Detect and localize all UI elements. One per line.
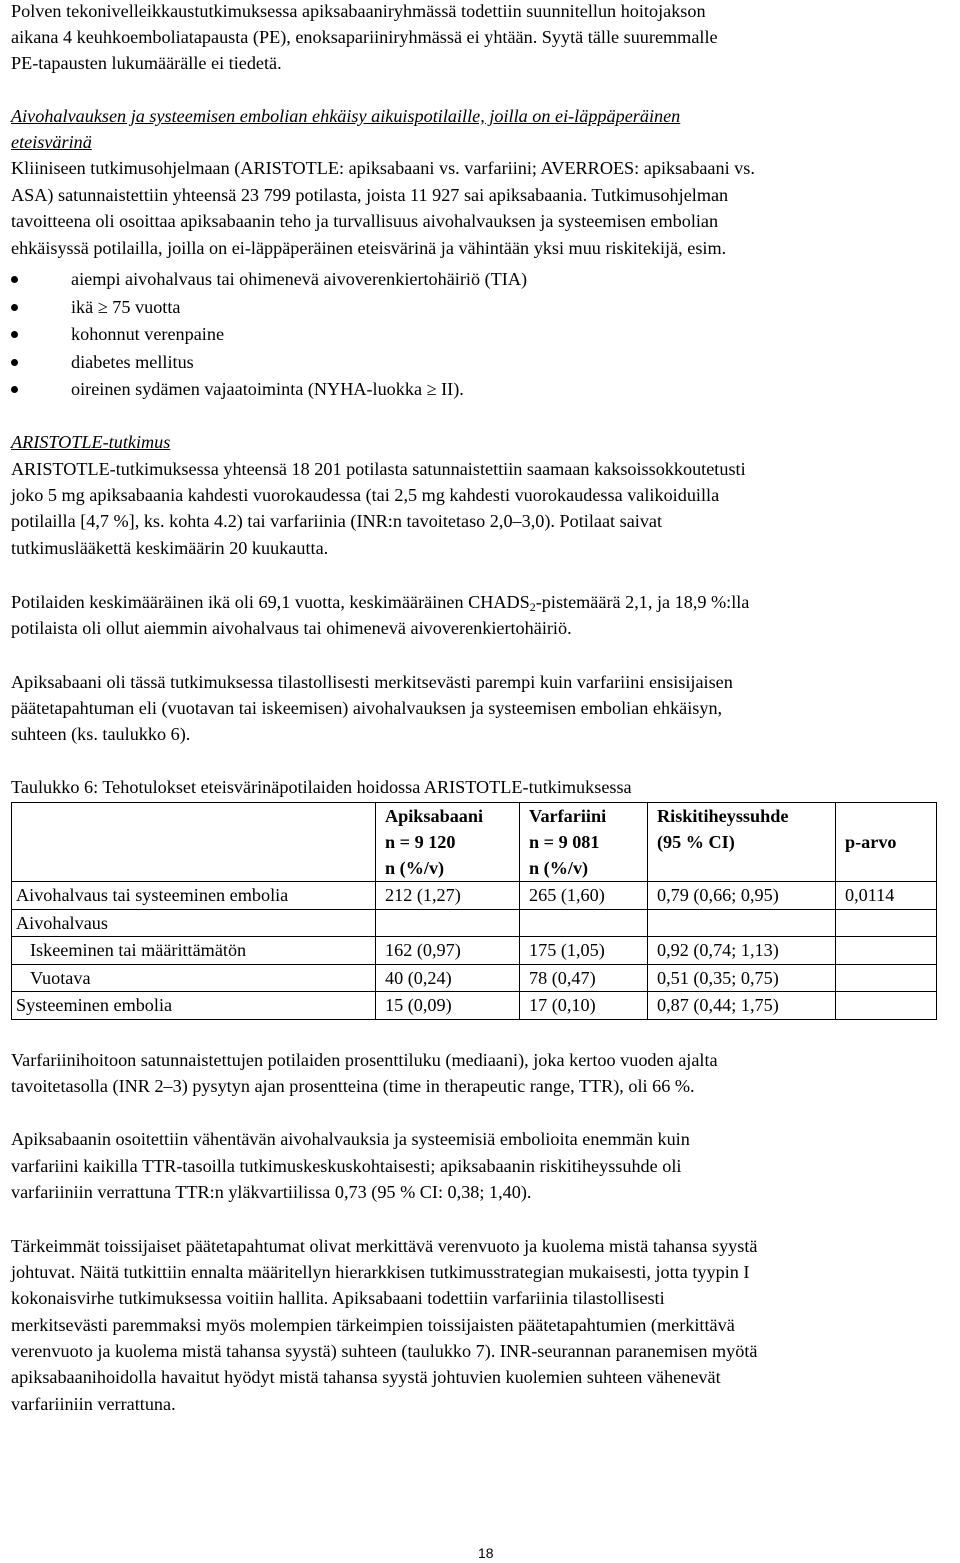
table-row — [12, 909, 937, 937]
row-label: Aivohalvaus — [12, 909, 376, 937]
cell-hazard-ratio: 0,51 (0,35; 0,75) — [648, 964, 836, 992]
header-cell-apixaban — [376, 803, 520, 882]
bullet-icon — [11, 276, 18, 283]
bullet-icon — [11, 331, 18, 338]
paragraph-line: potilailla [4,7 %], ks. kohta 4.2) tai varfariinia (INR:n tavoitetaso 2,0–3,0). Potilaat saivat — [11, 511, 663, 531]
cell-hazard-ratio: 0,87 (0,44; 1,75) — [648, 992, 836, 1020]
paragraph-line: Varfariinihoitoon satunnaistettujen potilaiden prosenttiluku (mediaani), joka kertoo vuoden ajalta — [11, 1050, 718, 1070]
paragraph-line: Tärkeimmät toissijaiset päätetapahtumat olivat merkittävä verenvuoto ja kuolema mistä tahansa syystä — [11, 1236, 758, 1256]
paragraph-line: merkitsevästi paremmaksi myös molempien tärkeimpien toissijaisten päätetapahtumien (merkittävä — [11, 1315, 735, 1335]
header-text: n (%/v) — [529, 858, 589, 878]
cell-hazard-ratio: 0,79 (0,66; 0,95) — [648, 882, 836, 910]
header-text: n (%/v) — [385, 858, 445, 878]
cell-p-value: 0,0114 — [836, 882, 937, 910]
paragraph-line: ARISTOTLE-tutkimuksessa yhteensä 18 201 potilasta satunnaistettiin saamaan kaksoissokkoutetusti — [11, 459, 746, 479]
table-caption: Taulukko 6: Tehotulokset eteisvärinäpotilaiden hoidossa ARISTOTLE-tutkimuksessa — [11, 777, 632, 797]
bullet-icon — [11, 386, 18, 393]
row-label: Iskeeminen tai määrittämätön — [12, 937, 376, 965]
paragraph-line: varfariiniin verrattuna. — [11, 1394, 176, 1414]
intro-line: PE-tapausten lukumäärälle ei tiedetä. — [11, 53, 282, 73]
paragraph-line: ehkäisyssä potilailla, joilla on ei-läppäperäinen eteisvärinä ja vähintään yksi muu riskitekijä, esim. — [11, 238, 727, 258]
section-heading: eteisvärinä — [11, 132, 92, 152]
bullet-icon — [11, 304, 18, 311]
subsection-heading: ARISTOTLE-tutkimus — [11, 432, 171, 452]
cell-p-value — [836, 937, 937, 965]
cell-warfarin: 78 (0,47) — [520, 964, 648, 992]
list-item-text: ikä ≥ 75 vuotta — [71, 297, 181, 317]
header-cell-p-value — [836, 803, 937, 882]
header-cell-empty — [12, 803, 376, 882]
paragraph-line — [11, 591, 749, 618]
cell-apixaban: 212 (1,27) — [376, 882, 520, 910]
text-span: Potilaiden keskimääräinen ikä oli 69,1 vuotta, keskimääräinen CHADS — [11, 592, 530, 612]
section-heading: Aivohalvauksen ja systeemisen embolian ehkäisy aikuispotilaille, joilla on ei-läppäperäinen — [11, 106, 681, 126]
cell-warfarin: 17 (0,10) — [520, 992, 648, 1020]
intro-line: Polven tekonivelleikkaustutkimuksessa apiksabaaniryhmässä todettiin suunnitellun hoitojakson — [11, 1, 706, 21]
cell-p-value — [836, 909, 937, 937]
row-label: Aivohalvaus tai systeeminen embolia — [12, 882, 376, 910]
paragraph-line: varfariiniin verrattuna TTR:n yläkvartiilissa 0,73 (95 % CI: 0,38; 1,40). — [11, 1182, 532, 1202]
paragraph-line: apiksabaanihoidolla havaitut hyödyt mistä tahansa syystä johtuvien kuolemien suhteen vähenevät — [11, 1367, 721, 1387]
paragraph-line: suhteen (ks. taulukko 6). — [11, 724, 191, 744]
intro-line: aikana 4 keuhkoemboliatapausta (PE), enoksapariiniryhmässä ei yhtään. Syytä tälle suuremmalle — [11, 27, 718, 47]
subscript: 2 — [529, 600, 536, 614]
header-text: (95 % CI) — [657, 832, 735, 852]
paragraph-line: ASA) satunnaistettiin yhteensä 23 799 potilasta, joista 11 927 sai apiksabaania. Tutkimusohjelman — [11, 185, 729, 205]
cell-apixaban: 40 (0,24) — [376, 964, 520, 992]
cell-warfarin: 175 (1,05) — [520, 937, 648, 965]
list-item-text: oireinen sydämen vajaatoiminta (NYHA-luokka ≥ II). — [71, 379, 464, 399]
cell-p-value — [836, 992, 937, 1020]
cell-apixaban — [376, 909, 520, 937]
table-header-row — [12, 803, 937, 882]
row-label: Systeeminen embolia — [12, 992, 376, 1020]
cell-warfarin: 265 (1,60) — [520, 882, 648, 910]
list-item-text: diabetes mellitus — [71, 352, 194, 372]
paragraph-line: Apiksabaani oli tässä tutkimuksessa tilastollisesti merkitsevästi parempi kuin varfariini ensisijaisen — [11, 672, 733, 692]
cell-p-value — [836, 964, 937, 992]
table-row — [12, 937, 937, 965]
header-text: n = 9 081 — [529, 832, 600, 852]
header-text: p-arvo — [845, 832, 897, 852]
cell-apixaban: 15 (0,09) — [376, 992, 520, 1020]
list-item-text: aiempi aivohalvaus tai ohimenevä aivoverenkiertohäiriö (TIA) — [71, 269, 528, 289]
header-text: Varfariini — [529, 806, 607, 826]
row-label: Vuotava — [12, 964, 376, 992]
list-item-text: kohonnut verenpaine — [71, 324, 225, 344]
text-span: -pistemäärä 2,1, ja 18,9 %:lla — [535, 592, 750, 612]
header-text: Riskitiheyssuhde — [657, 806, 789, 826]
paragraph-line: Apiksabaanin osoitettiin vähentävän aivohalvauksia ja systeemisiä embolioita enemmän kuin — [11, 1129, 690, 1149]
header-cell-warfarin — [520, 803, 648, 882]
paragraph-line: tavoitteena oli osoittaa apiksabaanin teho ja turvallisuus aivohalvauksen ja systeemisen embolian — [11, 211, 719, 231]
header-text: n = 9 120 — [385, 832, 456, 852]
cell-hazard-ratio: 0,92 (0,74; 1,13) — [648, 937, 836, 965]
header-cell-hazard-ratio — [648, 803, 836, 882]
cell-apixaban: 162 (0,97) — [376, 937, 520, 965]
paragraph-line: verenvuoto ja kuolema mistä tahansa syystä) suhteen (taulukko 7). INR-seurannan paranemisen myötä — [11, 1341, 758, 1361]
page-number: 18 — [478, 1545, 494, 1561]
header-text: Apiksabaani — [385, 806, 484, 826]
paragraph-line: johtuvat. Näitä tutkittiin ennalta määritellyn hierarkkisen tutkimusstrategian mukaisesti, jotta tyypin I — [11, 1262, 750, 1282]
table-row — [12, 992, 937, 1020]
bullet-icon — [11, 359, 18, 366]
paragraph-line: kokonaisvirhe tutkimuksessa voitiin hallita. Apiksabaani todettiin varfariinia tilastollisesti — [11, 1288, 665, 1308]
results-table — [11, 802, 937, 1020]
cell-warfarin — [520, 909, 648, 937]
paragraph-line: tutkimuslääkettä keskimäärin 20 kuukautta. — [11, 538, 329, 558]
paragraph-line: Kliiniseen tutkimusohjelmaan (ARISTOTLE: apiksabaani vs. varfariini; AVERROES: apiksabaani vs. — [11, 158, 755, 178]
cell-hazard-ratio — [648, 909, 836, 937]
paragraph-line: potilaista oli ollut aiemmin aivohalvaus tai ohimenevä aivoverenkiertohäiriö. — [11, 618, 572, 638]
paragraph-line: varfariini kaikilla TTR-tasoilla tutkimuskeskuskohtaisesti; apiksabaanin riskitiheyssuhde oli — [11, 1156, 682, 1176]
paragraph-line: tavoitetasolla (INR 2–3) pysytyn ajan prosentteina (time in therapeutic range, TTR), oli 66 %. — [11, 1076, 695, 1096]
paragraph-line: päätetapahtuman eli (vuotavan tai iskeemisen) aivohalvauksen ja systeemisen embolian ehkäisyn, — [11, 698, 723, 718]
paragraph-line: joko 5 mg apiksabaania kahdesti vuorokaudessa (tai 2,5 mg kahdesti vuorokaudessa valikoiduilla — [11, 485, 720, 505]
table-row — [12, 882, 937, 910]
table-row — [12, 964, 937, 992]
